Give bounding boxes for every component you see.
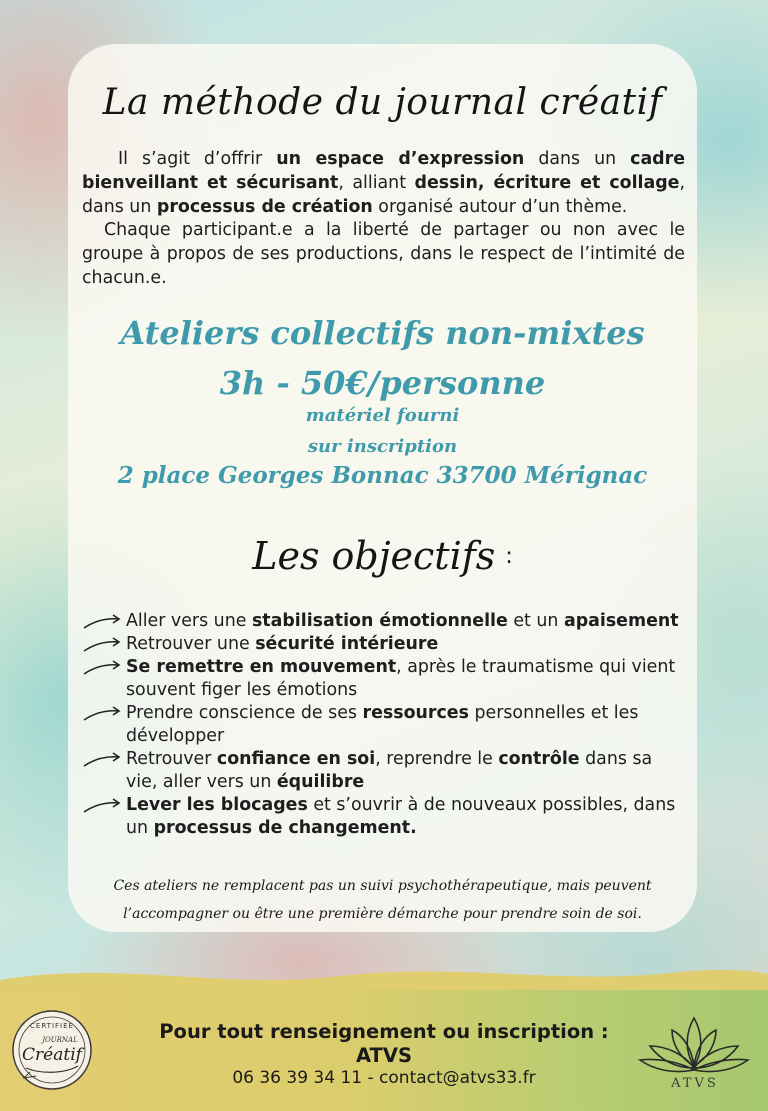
list-item — [82, 633, 687, 656]
note-line-2: l’accompagner ou être une première démarche pour prendre soin de soi. — [123, 906, 642, 922]
text: et s’ouvrir à de nouveaux possibles, dans un — [126, 795, 676, 838]
text: organisé autour d’un thème. — [372, 196, 628, 217]
disclaimer-note — [88, 872, 677, 928]
ateliers-materiel: matériel fourni — [305, 405, 460, 426]
content-card — [68, 44, 697, 932]
ateliers-inscription: sur inscription — [307, 436, 458, 457]
objectifs-list — [82, 610, 687, 840]
bold-text: sécurité intérieure — [255, 634, 439, 654]
text: , après le traumatisme qui vient souvent figer les émotions — [126, 657, 676, 700]
list-item — [82, 794, 687, 840]
list-item — [82, 656, 687, 702]
objectifs-heading — [68, 534, 697, 578]
text: Il s’agit d’offrir — [118, 149, 277, 169]
text: Chaque participant.e a la liberté de partager ou non avec le groupe à propos de ses productions, dans le respect de l’intimité de chacun.e. — [82, 220, 685, 288]
text: , alliant — [338, 172, 415, 193]
bold-text: ressources — [362, 703, 469, 723]
footer-wave — [0, 950, 768, 990]
bold-text: processus de création — [156, 196, 373, 217]
bold-text: un espace d’expression — [276, 149, 525, 169]
intro-paragraph-1 — [82, 148, 685, 219]
bold-text: cadre bienveillant et sécurisant — [82, 149, 686, 193]
list-item — [82, 748, 687, 794]
arrow-icon — [82, 750, 122, 770]
arrow-icon — [82, 704, 122, 724]
bold-text: équilibre — [276, 772, 365, 792]
text: dans un — [524, 149, 631, 169]
bold-text: Lever les blocages — [126, 795, 308, 815]
bold-text: contrôle — [498, 749, 580, 769]
text: Retrouver — [126, 749, 217, 769]
bold-text: processus de changement. — [153, 818, 417, 838]
seal-mid-text: JOURNAL — [42, 1036, 78, 1044]
text: , dans un — [82, 172, 686, 217]
seal-top-text: CERTIFIÉE — [30, 1022, 74, 1030]
text: personnelles et les développer — [126, 703, 639, 746]
text: dans sa vie, aller vers un — [126, 749, 653, 792]
note-line-1: Ces ateliers ne remplacent pas un suivi psychothérapeutique, mais peuvent — [113, 878, 652, 894]
intro-paragraph-2 — [82, 219, 685, 290]
arrow-icon — [82, 612, 122, 632]
text: Prendre conscience de ses — [126, 703, 363, 723]
seal-main-text: Créatif — [22, 1045, 82, 1065]
arrow-icon — [82, 658, 122, 678]
logo-text: ATVS — [671, 1076, 719, 1091]
objectifs-title: Les objectifs — [252, 534, 496, 578]
contact-details[interactable]: 06 36 39 34 11 - contact@atvs33.fr — [232, 1068, 536, 1088]
arrow-icon — [82, 796, 122, 816]
ateliers-title: Ateliers collectifs non-mixtes — [120, 314, 645, 352]
list-item — [82, 702, 687, 748]
ateliers-address: 2 place Georges Bonnac 33700 Mérignac — [117, 462, 648, 489]
bold-text: dessin, écriture et collage — [414, 172, 680, 193]
contact-org: ATVS — [355, 1044, 412, 1067]
bold-text: Se remettre en mouvement — [126, 657, 397, 677]
bold-text: apaisement — [563, 611, 679, 631]
contact-heading: Pour tout renseignement ou inscription : — [159, 1020, 609, 1043]
bold-text: confiance en soi — [216, 749, 376, 769]
text: , reprendre le — [375, 749, 499, 769]
bold-text: stabilisation émotionnelle — [251, 611, 508, 631]
objectifs-colon: : — [505, 544, 513, 569]
certification-seal-icon — [10, 1008, 94, 1092]
text: Retrouver une — [126, 634, 256, 654]
page-title: La méthode du journal créatif — [102, 82, 663, 123]
ateliers-price: 3h - 50€/personne — [219, 364, 546, 402]
text: Aller vers une — [126, 611, 252, 631]
list-item — [82, 610, 687, 633]
arrow-icon — [82, 635, 122, 655]
text: et un — [507, 611, 564, 631]
intro-text — [82, 148, 685, 291]
